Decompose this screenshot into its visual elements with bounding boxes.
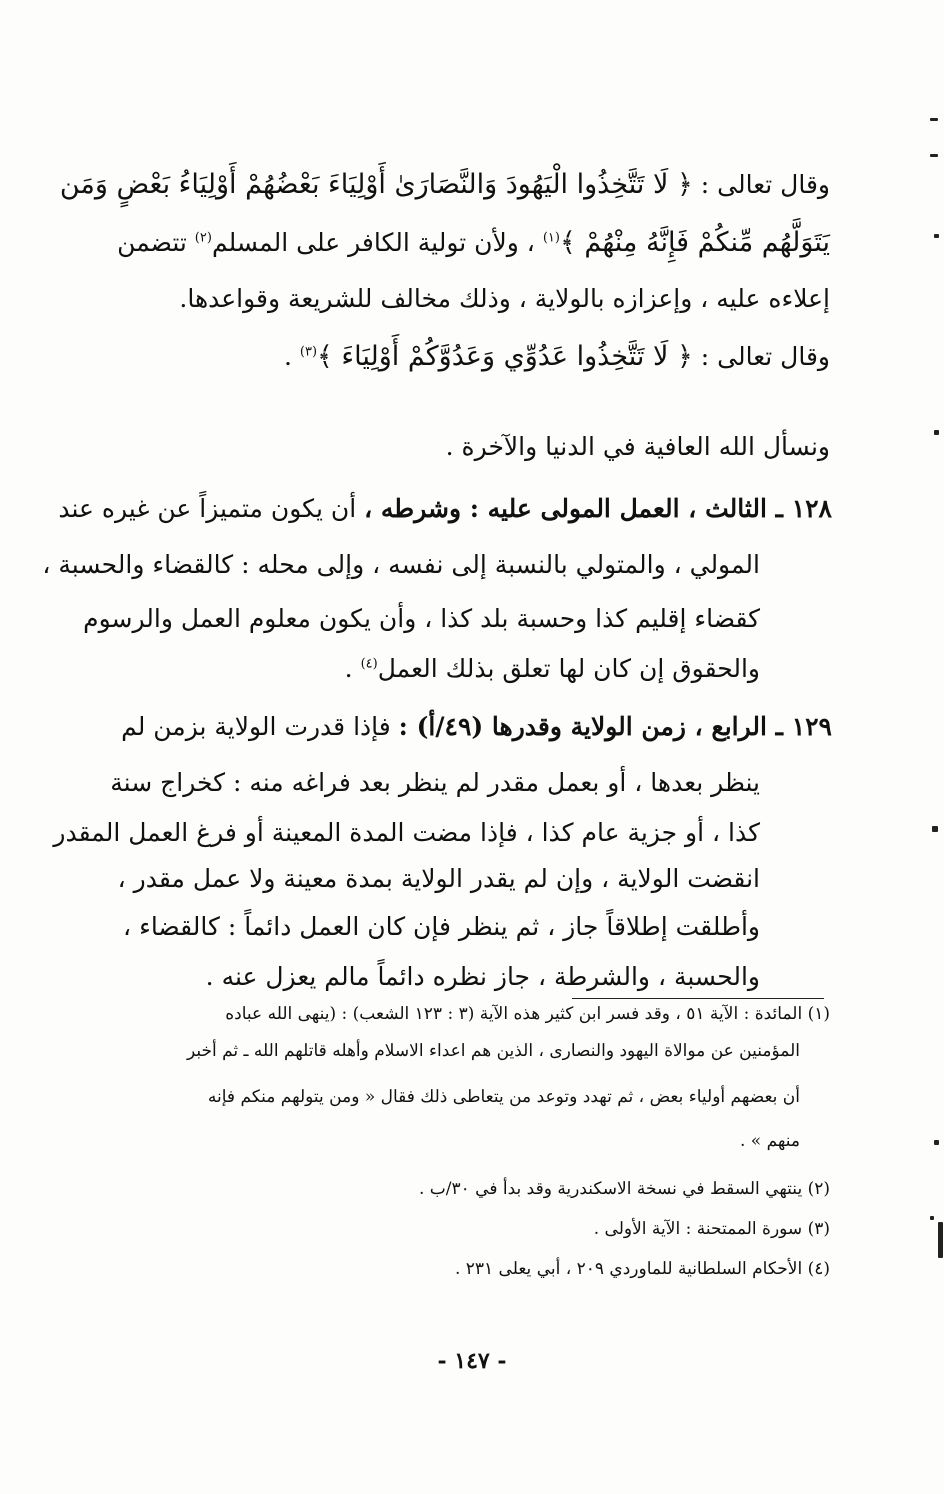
scan-mark xyxy=(934,1140,939,1145)
text-run: ، ولأن تولية الكافر على المسلم xyxy=(211,228,543,257)
quran-verse: ﴿ لَا تَتَّخِذُوا الْيَهُودَ وَالنَّصَارَىٰ أَوْلِيَاءَ بَعْضُهُمْ أَوْلِيَاءُ بَعْضٍ وَمَن xyxy=(59,169,693,200)
footnote-ref: (٢) xyxy=(194,230,212,246)
text-line: والحسبة ، والشرطة ، جاز نظره دائماً مالم يعزل عنه . xyxy=(205,962,760,991)
section-heading: الثالث ، العمل المولى عليه : وشرطه ، xyxy=(364,494,776,523)
footnote-1: (١) المائدة : الآية ٥١ ، وقد فسر ابن كثير هذه الآية (٣ : ١٢٣ الشعب) : (ينهى الله عباده xyxy=(225,1004,830,1024)
text-line: انقضت الولاية ، وإن لم يقدر الولاية بمدة معينة ولا عمل مقدر ، xyxy=(117,864,760,893)
text-run: وقال تعالى : xyxy=(692,170,830,199)
quran-verse: ﴿ لَا تَتَّخِذُوا عَدُوِّي وَعَدُوَّكُمْ أَوْلِيَاءَ ﴾ xyxy=(317,341,693,372)
section-number: ١٢٩ ـ xyxy=(775,712,832,741)
footnote-4: (٤) الأحكام السلطانية للماوردي ٢٠٩ ، أبي يعلى ٢٣١ . xyxy=(454,1259,830,1279)
scan-mark xyxy=(930,118,938,121)
text-line xyxy=(130,342,830,372)
footnote-ref: (٤) xyxy=(360,656,378,672)
text-line: إعلاءه عليه ، وإعزازه بالولاية ، وذلك مخالف للشريعة وقواعدها. xyxy=(179,284,830,313)
section-heading: الرابع ، زمن الولاية وقدرها (٤٩/أ) : xyxy=(398,712,776,741)
scan-mark xyxy=(930,154,938,157)
text-line: المولي ، والمتولي بالنسبة إلى نفسه ، وإلى محله : كالقضاء والحسبة ، xyxy=(42,550,760,579)
text-line: ينظر بعدها ، أو بعمل مقدر لم ينظر بعد فراغه منه : كخراج سنة xyxy=(110,768,760,797)
text-run: . xyxy=(283,342,300,371)
text-line xyxy=(130,654,760,684)
scan-mark xyxy=(932,826,938,832)
footnote-1-cont: منهم » . xyxy=(740,1131,800,1151)
numbered-para-line xyxy=(121,712,832,742)
quran-verse: يَتَوَلَّهُم مِّنكُمْ فَإِنَّهُ مِنْهُمْ ﴾ xyxy=(559,227,830,258)
section-number: ١٢٨ ـ xyxy=(775,494,832,523)
text-run: والحقوق إن كان لها تعلق بذلك العمل xyxy=(377,654,760,683)
footnote-ref: (١) xyxy=(542,230,560,246)
text-run: تتضمن xyxy=(117,228,195,257)
text-line: وأطلقت إطلاقاً جاز ، ثم ينظر فإن كان العمل دائماً : كالقضاء ، xyxy=(123,912,760,941)
page-number: - ١٤٧ - xyxy=(437,1348,507,1374)
text-run: فإذا قدرت الولاية بزمن لم xyxy=(121,712,399,741)
text-line: كقضاء إقليم كذا وحسبة بلد كذا ، وأن يكون معلوم العمل والرسوم xyxy=(83,604,760,633)
text-run: . xyxy=(344,654,361,683)
footnote-1-cont: أن بعضهم أولياء بعض ، ثم تهدد وتوعد من يتعاطى ذلك فقال « ومن يتولهم منكم فإنه xyxy=(207,1087,800,1107)
scan-mark xyxy=(934,234,939,238)
text-line xyxy=(117,227,830,258)
text-run: وقال تعالى : xyxy=(692,342,830,371)
text-line xyxy=(59,169,830,200)
scan-mark xyxy=(934,430,939,435)
numbered-para-line xyxy=(58,494,832,524)
footnote-separator xyxy=(572,998,824,999)
text-run: أن يكون متميزاً عن غيره عند xyxy=(58,494,365,523)
scan-mark xyxy=(930,1216,934,1220)
footnote-1-cont: المؤمنين عن موالاة اليهود والنصارى ، الذين هم اعداء الاسلام وأهله قاتلهم الله ـ ثم أخبر xyxy=(186,1041,800,1061)
text-line: كذا ، أو جزية عام كذا ، فإذا مضت المدة المعينة أو فرغ العمل المقدر xyxy=(53,818,760,847)
text-line: ونسأل الله العافية في الدنيا والآخرة . xyxy=(445,432,830,461)
footnote-2: (٢) ينتهي السقط في نسخة الاسكندرية وقد بدأ في ٣٠/ب . xyxy=(418,1179,830,1199)
footnote-ref: (٣) xyxy=(299,344,318,360)
scan-mark xyxy=(938,1222,943,1258)
footnote-3: (٣) سورة الممتحنة : الآية الأولى . xyxy=(593,1219,830,1239)
